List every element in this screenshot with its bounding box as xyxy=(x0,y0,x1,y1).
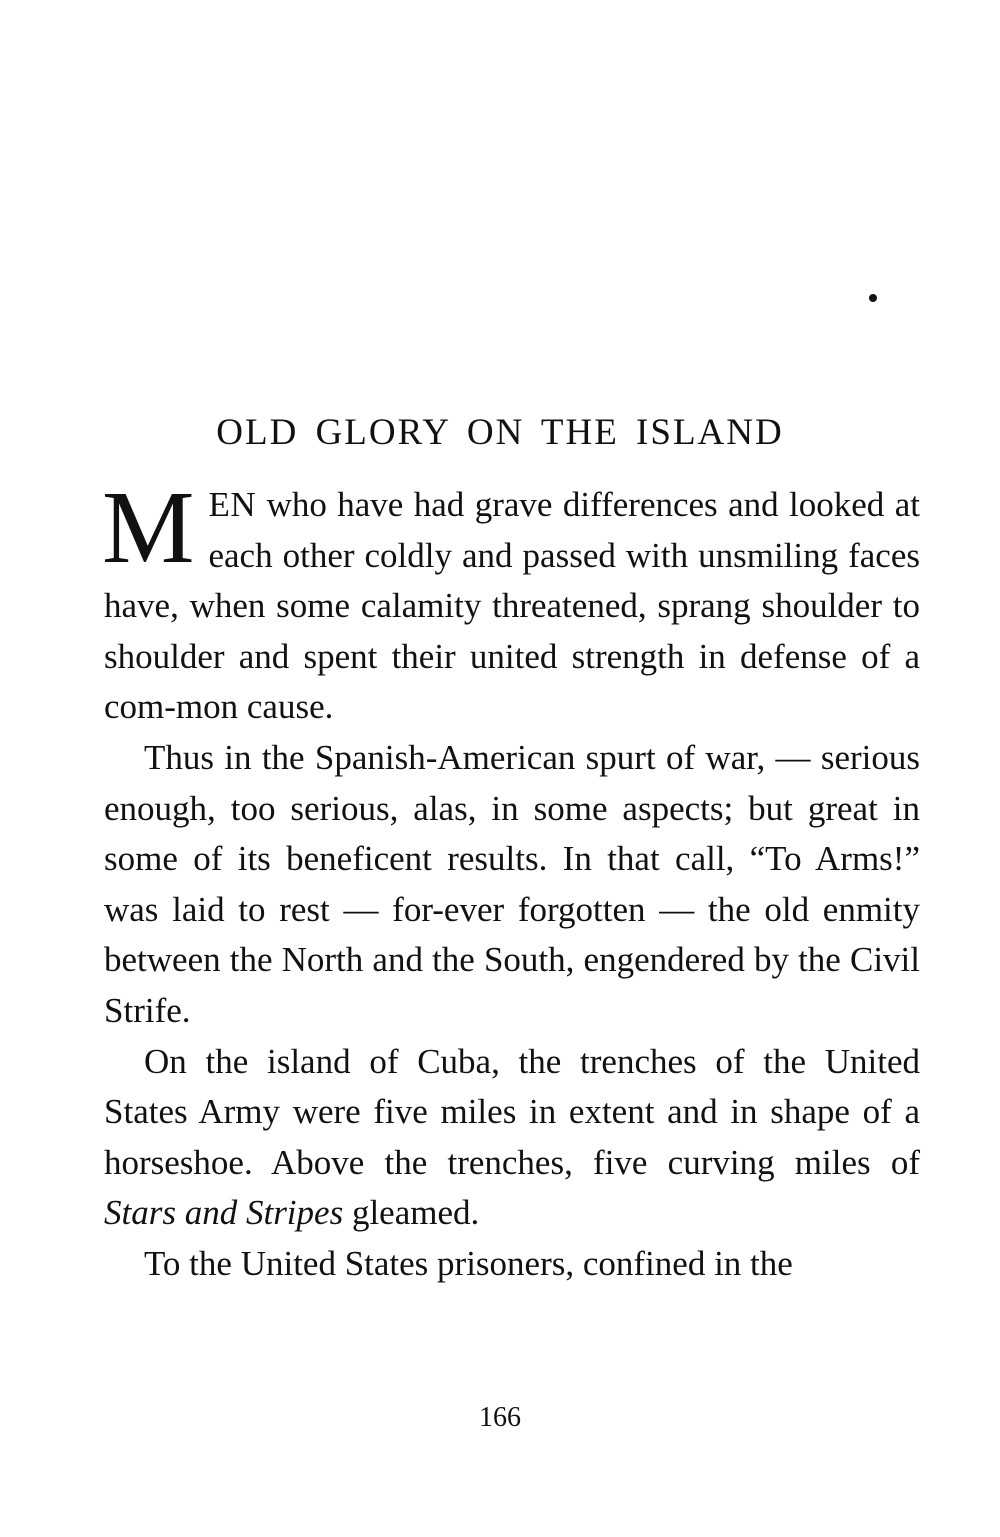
paragraph-4: To the United States prisoners, confined in the xyxy=(144,1243,793,1283)
body-text xyxy=(102,470,920,1290)
drop-cap: M xyxy=(102,470,195,585)
chapter-title: OLD GLORY ON THE ISLAND xyxy=(216,412,784,453)
paragraph-1-text: who have had grave differences and looked at each other coldly and passed with unsmiling faces have, when some calamity threatened, sprang shoulder to shoulder and spent their united strength in defense of a com-mon cause. xyxy=(104,485,920,727)
paragraph-3 xyxy=(104,1037,920,1239)
paragraph-3-text-b: gleamed. xyxy=(343,1193,480,1233)
stray-mark xyxy=(869,294,877,302)
paragraph-3-text-a: On the island of Cuba, the trenches of the United States Army were five miles in extent and in shape of a horseshoe. Above the trenches, five curving miles of xyxy=(104,1041,920,1182)
paragraph-1 xyxy=(102,470,920,733)
paragraph-3-italic: Stars and Stripes xyxy=(104,1193,344,1233)
page-number: 166 xyxy=(479,1402,521,1433)
paragraph-2: Thus in the Spanish-American spurt of war, — serious enough, too serious, alas, in some aspects; but great in some of its beneficent results. In that call, “To Arms!” was laid to rest — for-ever forgotten — the old enmity between the North and the South, engendered by the Civil Strife. xyxy=(104,737,920,1030)
paragraph-1-lead: EN xyxy=(208,485,257,524)
